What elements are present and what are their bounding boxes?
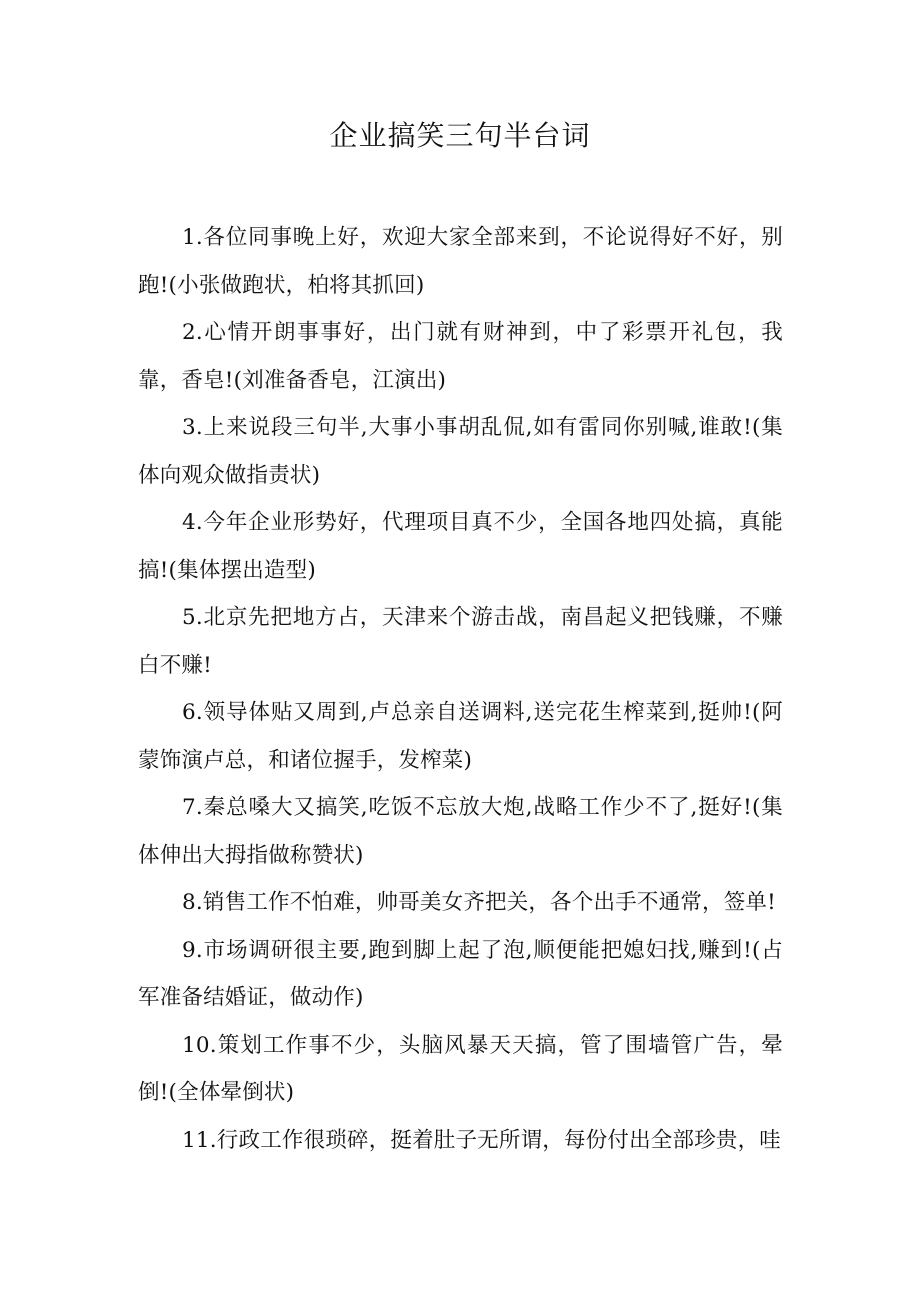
paragraph-3: 3.上来说段三句半,大事小事胡乱侃,如有雷同你别喊,谁敢!(集体向观众做指责状) — [138, 415, 783, 488]
paragraph-6: 6.领导体贴又周到,卢总亲自送调料,送完花生榨菜到,挺帅!(阿蒙饰演卢总，和诸位握手，发榨菜) — [138, 700, 783, 773]
paragraph-7: 7.秦总嗓大又搞笑,吃饭不忘放大炮,战略工作少不了,挺好!(集体伸出大拇指做称赞状) — [138, 795, 783, 868]
paragraph-2: 2.心情开朗事事好，出门就有财神到，中了彩票开礼包，我靠，香皂!(刘准备香皂，江演出) — [138, 320, 783, 393]
paragraph-10: 10.策划工作事不少，头脑风暴天天搞，管了围墙管广告，晕倒!(全体晕倒状) — [138, 1032, 783, 1105]
paragraph-8: 8.销售工作不怕难，帅哥美女齐把关，各个出手不通常，签单! — [182, 890, 776, 915]
paragraph-5: 5.北京先把地方占，天津来个游击战，南昌起义把钱赚，不赚白不赚! — [138, 605, 783, 678]
document-body — [138, 214, 783, 1164]
paragraph-9: 9.市场调研很主要,跑到脚上起了泡,顺便能把媳妇找,赚到!(占军准备结婚证，做动作) — [138, 937, 783, 1010]
paragraph-4: 4.今年企业形势好，代理项目真不少，全国各地四处搞，真能搞!(集体摆出造型) — [138, 510, 783, 583]
document-title: 企业搞笑三句半台词 — [329, 119, 591, 152]
paragraph-11: 11.行政工作很琐碎，挺着肚子无所谓，每份付出全部珍贵，哇 — [182, 1127, 781, 1153]
paragraph-1: 1.各位同事晚上好，欢迎大家全部来到，不论说得好不好，别跑!(小张做跑状，柏将其抓回) — [138, 225, 783, 298]
